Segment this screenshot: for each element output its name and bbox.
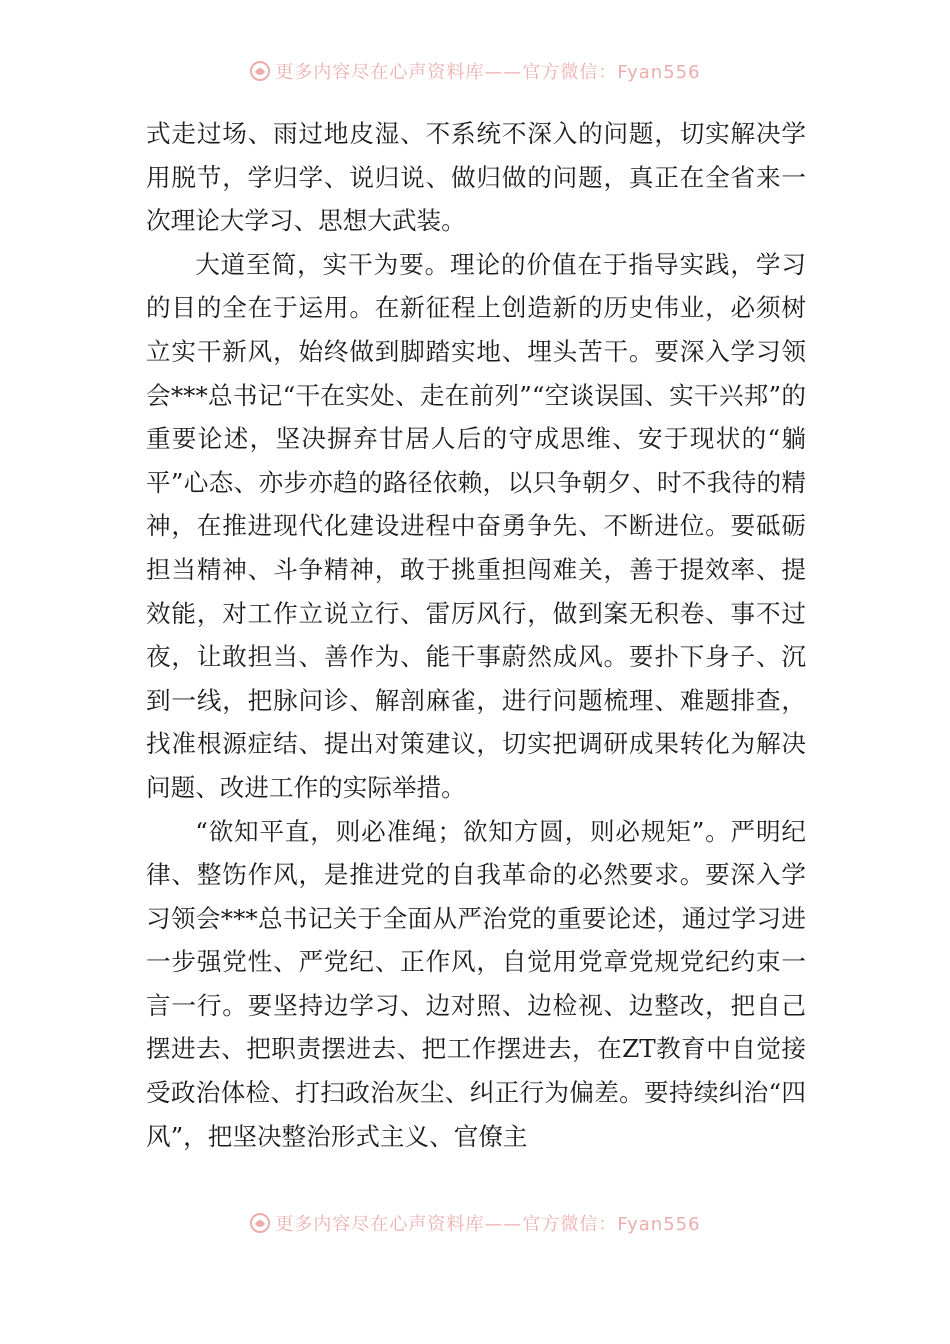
paragraph-2: 大道至简，实干为要。理论的价值在于指导实践，学习的目的全在于运用。在新征程上创造新的历史伟业，必须树立实干新风，始终做到脚踏实地、埋头苦干。要深入学习领会***总书记“干在实处、走在前列”“空谈误国、实干兴邦”的重要论述，坚决摒弃甘居人后的守成思维、安于现状的“躺平”心态、亦步亦趋的路径依赖，以只争朝夕、时不我待的精神，在推进现代化建设进程中奋勇争先、不断进位。要砥砺担当精神、斗争精神，敢于挑重担闯难关，善于提效率、提效能，对工作立说立行、雷厉风行，做到案无积卷、事不过夜，让敢担当、善作为、能干事蔚然成风。要扑下身子、沉到一线，把脉问诊、解剖麻雀，进行问题梳理、难题排查，找准根源症结、提出对策建议，切实把调研成果转化为解决问题、改进工作的实际举措。 [146, 249, 806, 802]
paragraph-1: 式走过场、雨过地皮湿、不系统不深入的问题，切实解决学用脱节，学归学、说归说、做归做的问题，真正在全省来一次理论大学习、思想大武装。 [146, 119, 806, 236]
paragraph-3: “欲知平直，则必准绳；欲知方圆，则必规矩”。严明纪律、整饬作风，是推进党的自我革命的必然要求。要深入学习领会***总书记关于全面从严治党的重要论述，通过学习进一步强党性、严党纪、正作风，自觉用党章党规党纪约束一言一行。要坚持边学习、边对照、边检视、边整改，把自己摆进去、把职责摆进去、把工作摆进去，在ZT教育中自觉接受政治体检、打扫政治灰尘、纠正行为偏差。要持续纠治“四风”，把坚决整治形式主义、官僚主 [146, 816, 806, 1151]
watermark-header [0, 58, 950, 84]
brand-logo-icon [249, 60, 271, 82]
watermark-header-text: 更多内容尽在心声资料库——官方微信：Fyan556 [275, 62, 701, 83]
watermark-footer-text: 更多内容尽在心声资料库——官方微信：Fyan556 [275, 1214, 701, 1235]
article-body [146, 112, 806, 1158]
brand-logo-icon [249, 1212, 271, 1234]
watermark-footer [0, 1210, 950, 1236]
